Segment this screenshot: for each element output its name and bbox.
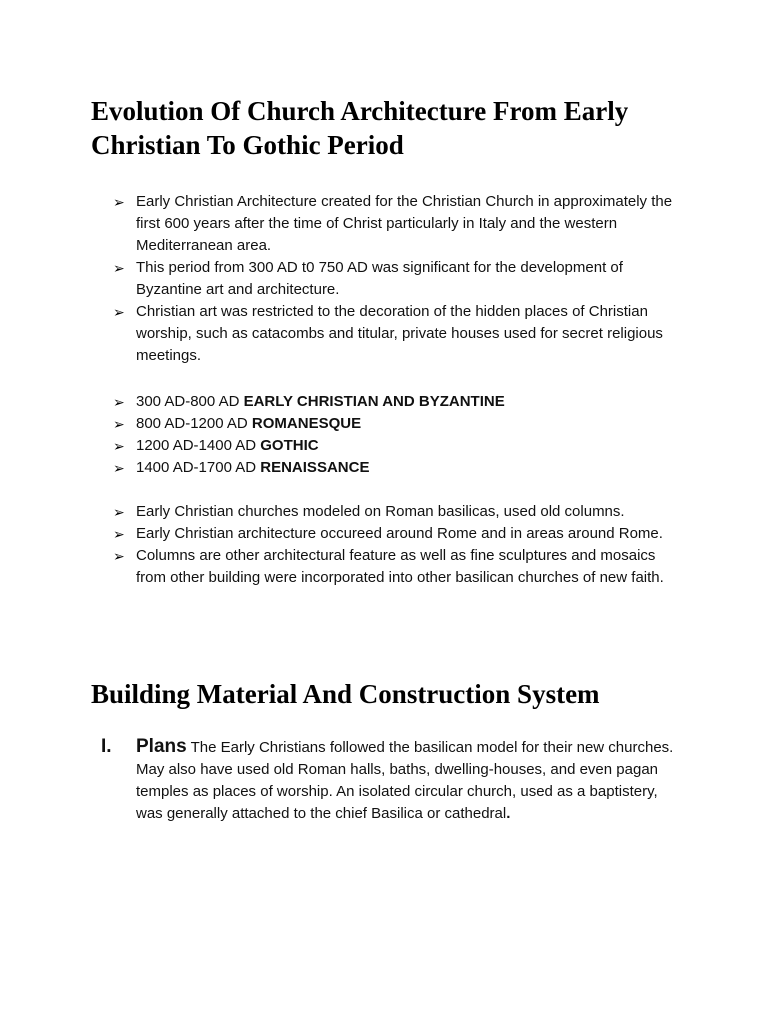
period-item [113,457,683,479]
bullet-text: Early Christian Architecture created for the Christian Church in approximately the first 600 years after the time of Christ particularly in Italy and the western Mediterranean area. [136,193,673,254]
section-heading: Building Material And Construction System [91,679,600,709]
arrow-bullet-icon: ➢ [113,438,125,454]
plans-end: . [506,805,511,822]
list-item [113,545,683,589]
period-name: EARLY CHRISTIAN AND BYZANTINE [243,393,505,410]
period-range: 1200 AD-1400 AD [136,437,257,454]
period-list [113,391,683,479]
period-name: RENAISSANCE [260,459,370,476]
arrow-bullet-icon: ➢ [113,504,125,520]
arrow-bullet-icon: ➢ [113,416,125,432]
period-item [113,413,683,435]
arrow-bullet-icon: ➢ [113,260,125,276]
early-church-bullet-list [113,501,683,589]
intro-bullet-list [113,191,683,367]
plans-paragraph [101,736,686,825]
plans-lead: Plans [136,736,187,757]
arrow-bullet-icon: ➢ [113,526,125,542]
arrow-bullet-icon: ➢ [113,460,125,476]
period-range: 800 AD-1200 AD [136,415,248,432]
bullet-text: Columns are other architectural feature as well as fine sculptures and mosaics from other building were incorporated into other basilican churches of new faith. [136,547,664,586]
list-item [113,257,683,301]
arrow-bullet-icon: ➢ [113,548,125,564]
period-range: 300 AD-800 AD [136,393,240,410]
period-item [113,435,683,457]
plans-body [136,736,686,825]
arrow-bullet-icon: ➢ [113,394,125,410]
bullet-text: Christian art was restricted to the decoration of the hidden places of Christian worship, such as catacombs and titular, private houses used for secret religious meetings. [136,303,663,364]
bullet-text: This period from 300 AD t0 750 AD was significant for the development of Byzantine art and architecture. [136,259,623,298]
list-item [113,523,683,545]
arrow-bullet-icon: ➢ [113,304,125,320]
plans-text: The Early Christians followed the basilican model for their new churches. May also have used old Roman halls, baths, dwelling-houses, and even pagan temples as places of worship. An isolated circular church, used as a baptistery, was generally attached to the chief Basilica or cathedral [136,739,674,822]
bullet-text: Early Christian architecture occureed around Rome and in areas around Rome. [136,525,663,542]
list-item [113,501,683,523]
period-range: 1400 AD-1700 AD [136,459,257,476]
list-item [113,191,683,257]
period-name: ROMANESQUE [251,415,362,432]
page-title: Evolution Of Church Architecture From Early Christian To Gothic Period [91,96,629,160]
roman-numeral: I. [101,736,112,757]
list-item [113,301,683,367]
period-item [113,391,683,413]
arrow-bullet-icon: ➢ [113,194,125,210]
period-name: GOTHIC [260,437,319,454]
bullet-text: Early Christian churches modeled on Roman basilicas, used old columns. [136,503,625,520]
